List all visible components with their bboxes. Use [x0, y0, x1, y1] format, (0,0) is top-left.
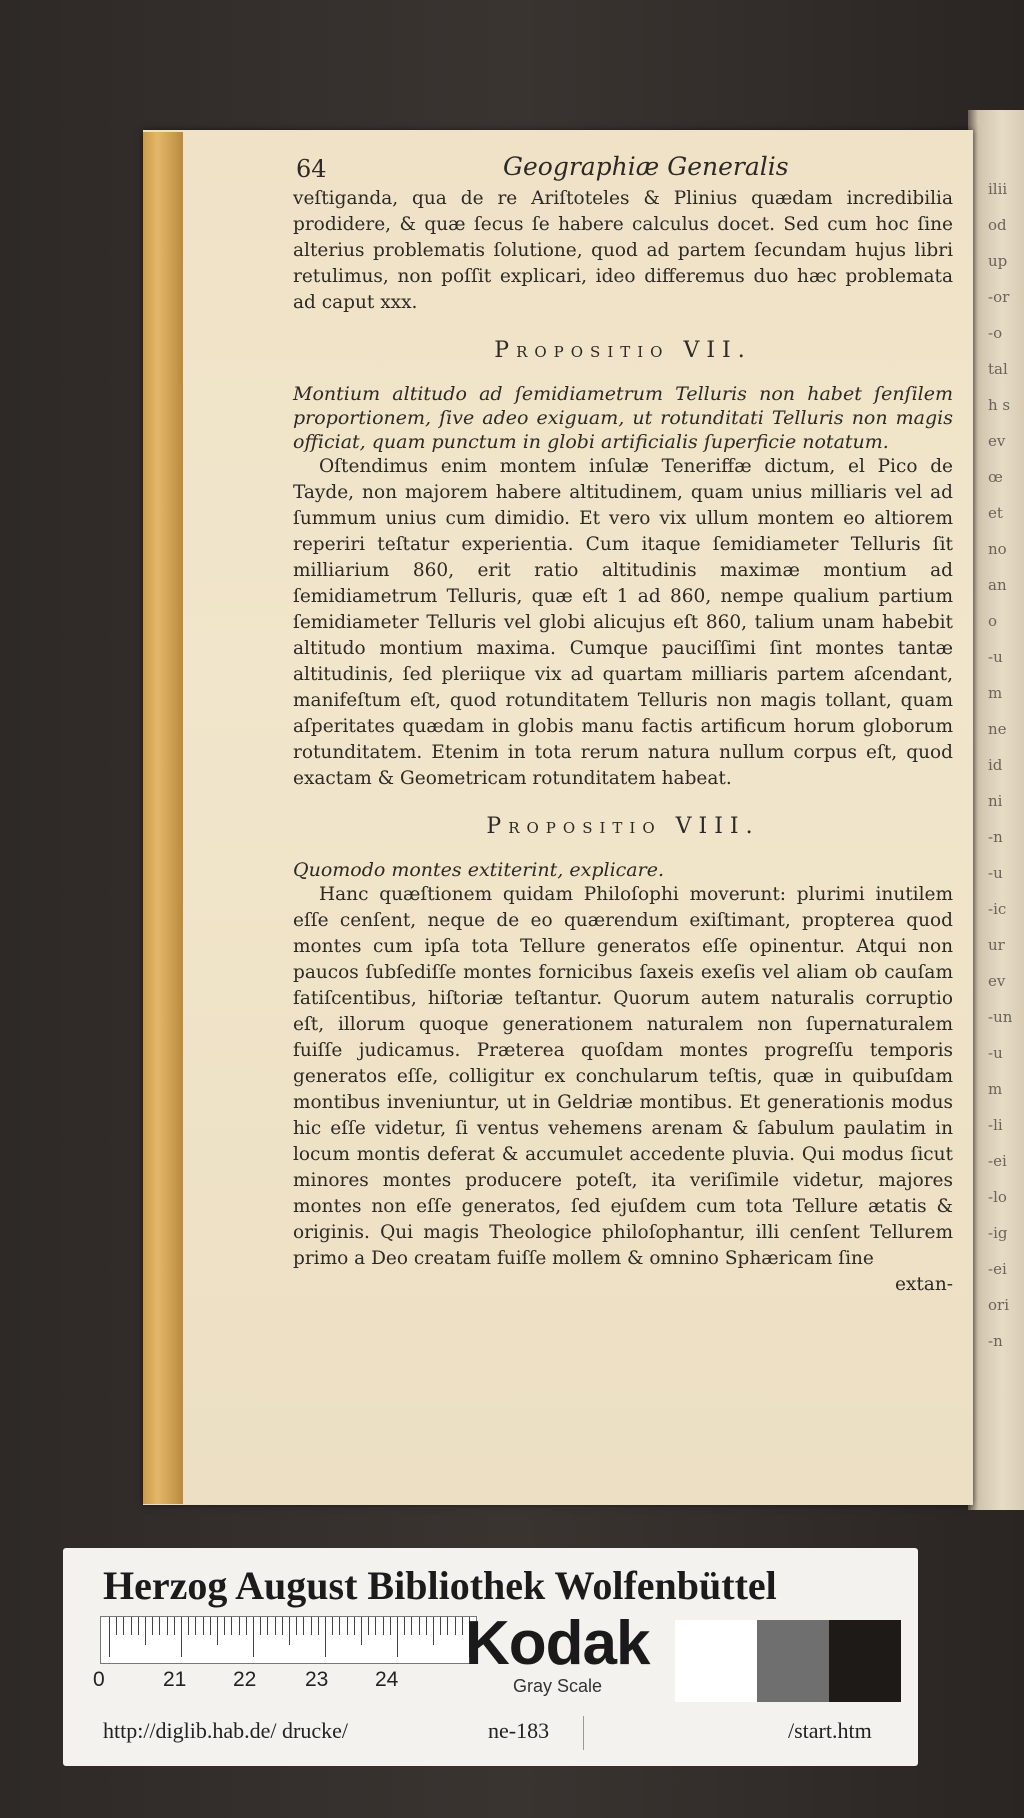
- facing-page-fragment: m: [988, 1080, 1003, 1098]
- ruler-tick: [347, 1617, 348, 1635]
- ruler-tick: [447, 1617, 448, 1635]
- facing-page-fragment: -ig: [988, 1224, 1008, 1242]
- paragraph: Hanc quæſtionem quidam Philoſophi moverunt: plurimi inutilem eſſe cenſent, neque de eo quærendum exiſtimant, propterea quod montes cum ipſa tota Tellure generatos eſſe opinentur. Atqui non paucos ſubſediſſe montes fornicibus ſaxeis exeſis vel aliam ob cauſam fatiſcentibus, hiſtoriæ teſtantur. Quorum autem naturalis corruptio eſt, illorum quoque generationem naturalem non ſupernaturalem fuiſſe judicamus. Præterea quoſdam montes progreſſu temporis generatos eſſe, colligitur ex conchularum teſtis, quæ in quibuſdam montibus inveniuntur, ut in Geldriæ montibus. Et generationis modus hic eſſe videtur, ſi ventus vehemens arenam & ſabulum paulatim in locum montis deferat & accumulet accedente pluvia. Qui modus ſicut minores montes producere poteſt, ita veriſimile videtur, majores montes non eſſe generatos, ſed ejuſdem cum tota Tellure ætatis & originis. Qui magis Theologice philoſophantur, illi cenſent Tellurem primo a Deo creatam fuiſſe mollem & omnino Sphæricam ſine: [293, 884, 953, 1269]
- ruler-tick: [239, 1617, 240, 1635]
- facing-page-fragment: ev: [988, 432, 1006, 450]
- ruler-tick: [260, 1617, 261, 1635]
- ruler-tick: [167, 1617, 168, 1635]
- ruler-tick: [433, 1617, 434, 1645]
- facing-page-fragment: od: [988, 216, 1007, 234]
- ruler-tick: [411, 1617, 412, 1635]
- proposition-thesis: Quomodo montes extiterint, explicare.: [293, 859, 664, 881]
- ruler-tick: [368, 1617, 369, 1635]
- facing-page-fragment: id: [988, 756, 1003, 774]
- facing-page-fragment: œ: [988, 468, 1003, 486]
- facing-page-fragment: -ic: [988, 900, 1007, 918]
- facing-page-fragment: -ei: [988, 1152, 1007, 1170]
- facing-page-fragment: tal: [988, 360, 1008, 378]
- ruler-tick: [145, 1617, 146, 1645]
- paragraph: Oſtendimus enim montem inſulæ Teneriffæ dictum, el Pico de Tayde, non majorem habere altitudinem, quam unius milliaris vel ad ſummum unius cum dimidio. Et vero vix ullum montem eo altiorem reperiri teſtatur experientia. Cum itaque ſemidiameter Telluris ſit milliarium 860, erit ratio altitudinis maximæ montium ad ſemidiametrum Telluris, quæ eſt 1 ad 860, nempe qualium partium ſemidiameter Telluris vel globi alicujus eſt 860, talium unam habebit altitudo montium maxima. Cumque pauciſſimi ſint montes tantæ altitudinis, ſed pleriique vix ad quartam milliaris partem aſcendant, manifeſtum eſt, quod rotunditatem Telluris non magis tollant, quam aſperitates quædam in globis manu factis artificum horum globorum rotunditatem. Etenim in tota rerum natura nullum corpus eſt, quod exactam & Geometricam rotunditatem habeat.: [293, 456, 953, 789]
- gray-swatch-black: [829, 1620, 901, 1702]
- kodak-logo: Kodak: [465, 1609, 650, 1678]
- ruler-tick: [455, 1617, 456, 1635]
- gray-swatch-mid: [757, 1620, 829, 1702]
- proposition-thesis: Montium altitudo ad ſemidiametrum Telluris non habet ſenſilem proportionem, ſive adeo exiguam, ut rotunditati Telluris non magis officiat, quam punctum in globi artificialis ſuperficie notatum.: [293, 383, 953, 453]
- ruler-tick: [231, 1617, 232, 1635]
- facing-page-fragment: h s: [988, 396, 1011, 414]
- gray-swatch-white: [675, 1620, 757, 1702]
- gilt-page-edge: [143, 132, 183, 1504]
- ruler-tick: [203, 1617, 204, 1635]
- facing-page-fragment: ori: [988, 1296, 1009, 1314]
- facing-page-fragment: -u: [988, 1044, 1003, 1062]
- ruler-number: 24: [375, 1668, 399, 1691]
- facing-page-fragment: -lo: [988, 1188, 1007, 1206]
- ruler-tick: [390, 1617, 391, 1635]
- page-number: 64: [296, 155, 327, 183]
- ruler-tick: [289, 1617, 290, 1645]
- ruler-tick: [404, 1617, 405, 1635]
- gray-scale-label: Gray Scale: [513, 1676, 603, 1696]
- proposition-heading: Propositio VII.: [494, 338, 752, 363]
- facing-page-fragment: -or: [988, 288, 1010, 306]
- library-name: Herzog August Bibliothek Wolfenbüttel: [103, 1563, 777, 1608]
- facing-page-fragment: -un: [988, 1008, 1013, 1026]
- ruler-tick: [188, 1617, 189, 1635]
- ruler-number: 0: [93, 1668, 105, 1691]
- ruler-tick: [123, 1617, 124, 1635]
- ruler-tick: [332, 1617, 333, 1635]
- facing-page-fragment: -u: [988, 864, 1003, 882]
- ruler-tick: [354, 1617, 355, 1635]
- ruler-tick: [116, 1617, 117, 1635]
- ruler-tick: [159, 1617, 160, 1635]
- ruler-tick: [174, 1617, 175, 1635]
- ruler-tick: [131, 1617, 132, 1635]
- shelfmark: ne-183: [488, 1718, 550, 1743]
- ruler-tick: [426, 1617, 427, 1635]
- ruler-tick: [267, 1617, 268, 1635]
- facing-page-fragment: o: [988, 612, 998, 630]
- facing-page-fragment: -ei: [988, 1260, 1007, 1278]
- ruler-tick: [152, 1617, 153, 1635]
- ruler-tick: [195, 1617, 196, 1635]
- ruler-tick: [375, 1617, 376, 1635]
- facing-page-fragment: no: [988, 540, 1007, 558]
- url-suffix: /start.htm: [788, 1718, 872, 1743]
- catchword: extan-: [894, 1274, 953, 1295]
- ruler-tick: [296, 1617, 297, 1635]
- ruler-tick: [361, 1617, 362, 1645]
- facing-page-fragment: ne: [988, 720, 1007, 738]
- ruler-tick: [138, 1617, 139, 1635]
- ruler-tick: [311, 1617, 312, 1635]
- divider: [583, 1716, 584, 1750]
- ruler-tick: [210, 1617, 211, 1635]
- ruler-number: 22: [233, 1668, 257, 1691]
- facing-page-fragment: -o: [988, 324, 1003, 342]
- facing-page-fragment: ev: [988, 972, 1006, 990]
- ruler-tick: [109, 1617, 110, 1657]
- ruler-number: 23: [305, 1668, 329, 1691]
- ruler-tick: [440, 1617, 441, 1635]
- facing-page-fragment: ni: [988, 792, 1003, 810]
- facing-page-fragment: an: [988, 576, 1007, 594]
- ruler-tick: [397, 1617, 398, 1657]
- ruler-tick: [303, 1617, 304, 1635]
- ruler-tick: [181, 1617, 182, 1657]
- ruler-tick: [253, 1617, 254, 1657]
- running-head: [293, 152, 953, 186]
- facing-page-fragment: -u: [988, 648, 1003, 666]
- facing-page-fragment: et: [988, 504, 1003, 522]
- facing-page-fragment: -n: [988, 828, 1003, 846]
- ruler-tick: [275, 1617, 276, 1635]
- ruler-tick: [217, 1617, 218, 1645]
- ruler-number: 21: [163, 1668, 187, 1691]
- facing-page-fragment: up: [988, 252, 1008, 270]
- url-base: http://diglib.hab.de/ drucke/: [103, 1718, 349, 1743]
- facing-page-fragment: -li: [988, 1116, 1003, 1134]
- ruler-tick: [383, 1617, 384, 1635]
- ruler-tick: [462, 1617, 463, 1635]
- facing-page-fragment: ur: [988, 936, 1005, 954]
- facing-page-fragment: m: [988, 684, 1003, 702]
- ruler-tick: [282, 1617, 283, 1635]
- ruler-tick: [224, 1617, 225, 1635]
- proposition-heading: Propositio VIII.: [486, 814, 760, 839]
- ruler-tick: [318, 1617, 319, 1635]
- ruler-tick: [419, 1617, 420, 1635]
- ruler-tick: [246, 1617, 247, 1635]
- ruler-tick: [325, 1617, 326, 1657]
- measurement-ruler: [100, 1616, 477, 1664]
- paragraph: veſtiganda, qua de re Ariſtoteles & Plinius quædam incredibilia prodidere, & quæ ſecus ſe habere calculus docet. Sed cum hoc ſine alterius problematis ſolutione, quod ad partem ſecundam hujus libri retulimus, non poſſit explicari, ideo differemus duo hæc problemata ad caput xxx.: [293, 188, 953, 313]
- facing-page-fragment: ilii: [988, 180, 1008, 198]
- library-color-card: [63, 1548, 918, 1766]
- ruler-tick: [339, 1617, 340, 1635]
- facing-page-fragment: -n: [988, 1332, 1003, 1350]
- page-text: [293, 152, 953, 1298]
- facing-page-edge: [968, 110, 1024, 1510]
- running-title: Geographiæ Generalis: [503, 152, 789, 181]
